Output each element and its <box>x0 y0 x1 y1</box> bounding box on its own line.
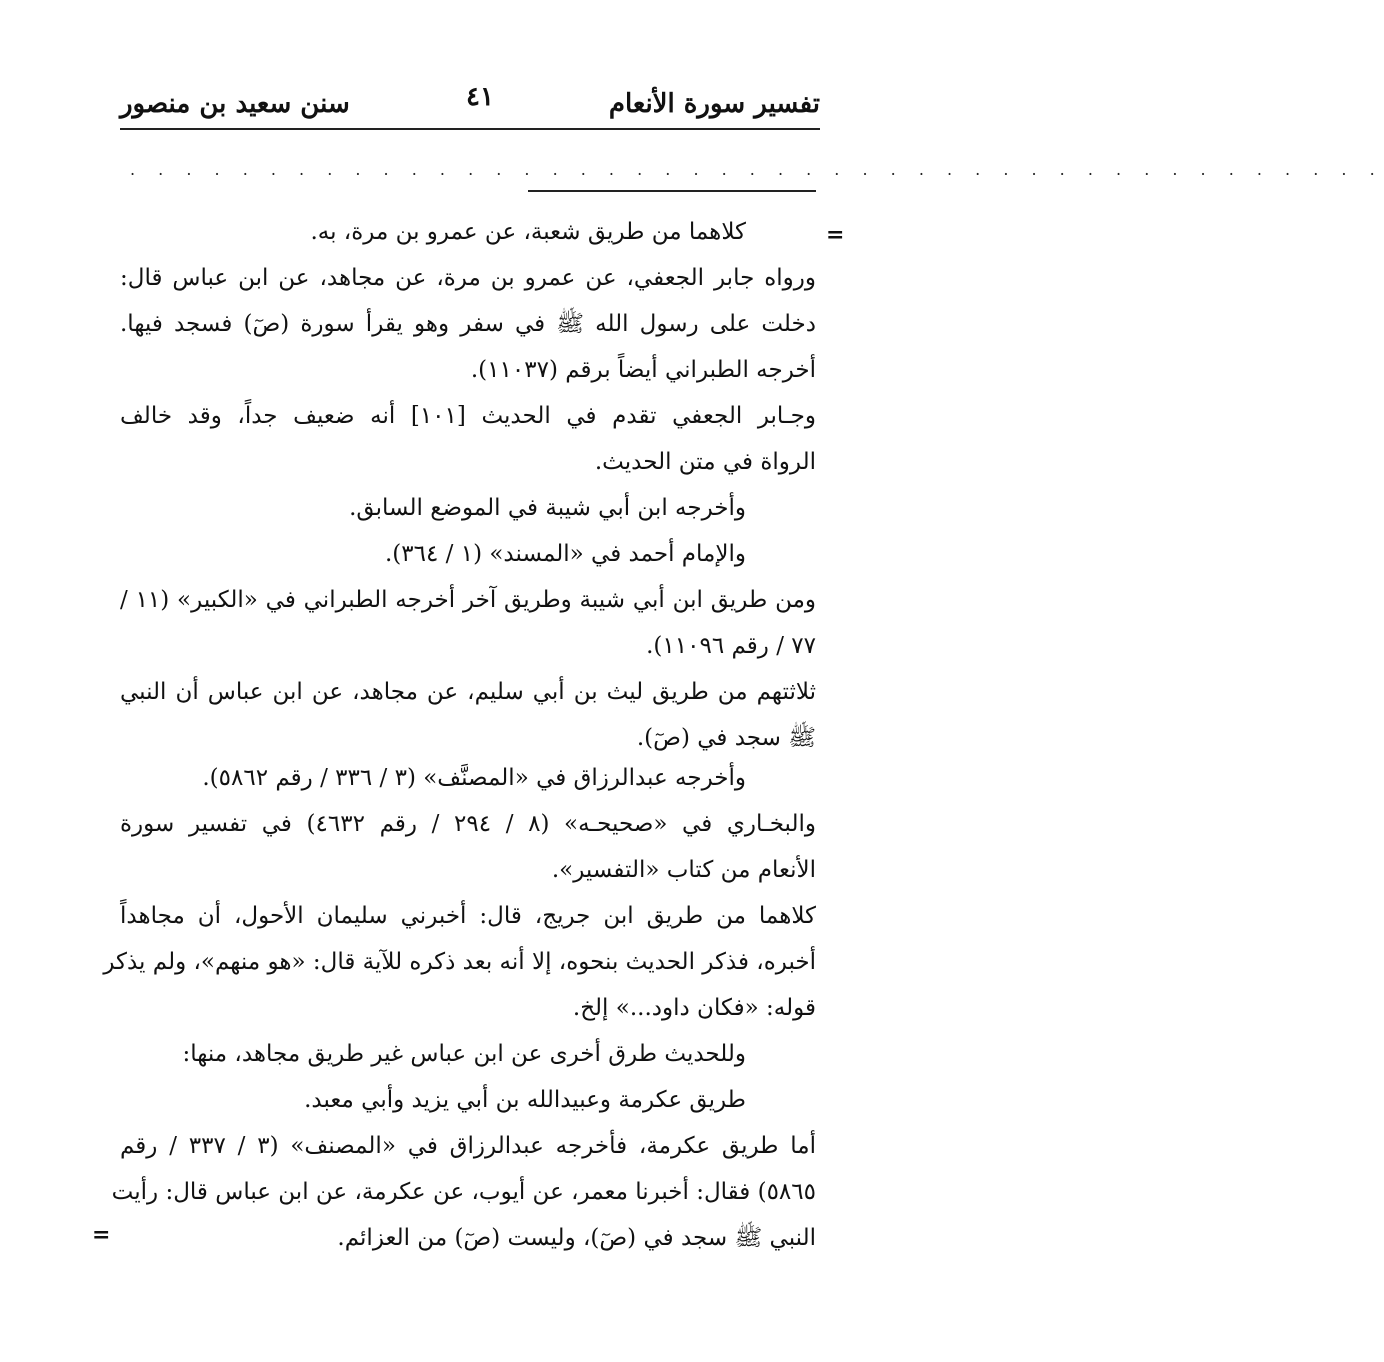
text-line: كلاهما من طريق شعبة، عن عمرو بن مرة، به. <box>310 219 746 245</box>
text-line: أما طريق عكرمة، فأخرجه عبدالرزاق في «المصنف» (٣ / ٣٣٧ / رقم <box>120 1133 817 1159</box>
text-line: طريق عكرمة وعبيدالله بن أبي يزيد وأبي معبد. <box>304 1087 746 1113</box>
text-line: أخرجه الطبراني أيضاً برقم (١١٠٣٧). <box>470 357 816 383</box>
footnote-rule <box>528 190 816 192</box>
continuation-mark-bottom: = <box>92 1222 111 1248</box>
text-line: ٥٨٦٥) فقال: أخبرنا معمر، عن أيوب، عن عكرمة، عن ابن عباس قال: رأيت <box>111 1179 816 1205</box>
text-line: ومن طريق ابن أبي شيبة وطريق آخر أخرجه الطبراني في «الكبير» (١١ / <box>120 587 817 613</box>
text-line: كلاهما من طريق ابن جريج، قال: أخبرني سليمان الأحول، أن مجاهداً <box>120 903 816 929</box>
text-line: ٧٧ / رقم ١١٠٩٦). <box>646 633 816 659</box>
text-line: والبخـاري في «صحيحـه» (٨ / ٢٩٤ / رقم ٤٦٣٢) في تفسير سورة <box>120 811 816 837</box>
dotted-separator: . . . . . . . . . . . . . . . . . . . . . . . . . . . . . . . . . . . . . . . . . . . . . <box>130 160 1384 179</box>
header-book-title: سنن سعيد بن منصور <box>120 89 350 119</box>
text-line: أخبره، فذكر الحديث بنحوه، إلا أنه بعد ذكره للآية قال: «هو منهم»، ولم يذكر <box>103 949 816 975</box>
page-header <box>120 82 820 126</box>
text-line: دخلت على رسول الله ﷺ في سفر وهو يقرأ سورة (صٓ) فسجد فيها. <box>120 311 816 337</box>
text-line: ورواه جابر الجعفي، عن عمرو بن مرة، عن مجاهد، عن ابن عباس قال: <box>120 265 816 291</box>
text-line: ﷺ سجد في (صٓ). <box>636 725 816 751</box>
text-line: وأخرجه ابن أبي شيبة في الموضع السابق. <box>349 495 746 521</box>
header-surah-title: تفسير سورة الأنعام <box>608 89 820 119</box>
text-line: ثلاثتهم من طريق ليث بن أبي سليم، عن مجاهد، عن ابن عباس أن النبي <box>120 679 816 705</box>
text-line: وجـابر الجعفي تقدم في الحديث [١٠١] أنه ضعيف جداً، وقد خالف <box>120 403 816 429</box>
text-line: وللحديث طرق أخرى عن ابن عباس غير طريق مجاهد، منها: <box>182 1041 746 1067</box>
continuation-mark-top: = <box>826 222 845 248</box>
text-line: وأخرجه عبدالرزاق في «المصنَّف» (٣ / ٣٣٦ / رقم ٥٨٦٢). <box>202 765 746 791</box>
header-rule <box>120 128 820 130</box>
page-number: ٤١ <box>466 82 494 112</box>
text-line: الرواة في متن الحديث. <box>594 449 816 475</box>
text-line: النبي ﷺ سجد في (صٓ)، وليست (صٓ) من العزائم. <box>337 1225 816 1251</box>
text-line: الأنعام من كتاب «التفسير». <box>551 857 816 883</box>
text-line: قوله: «فكان داود...» إلخ. <box>572 995 816 1021</box>
text-line: والإمام أحمد في «المسند» (١ / ٣٦٤). <box>384 541 746 567</box>
